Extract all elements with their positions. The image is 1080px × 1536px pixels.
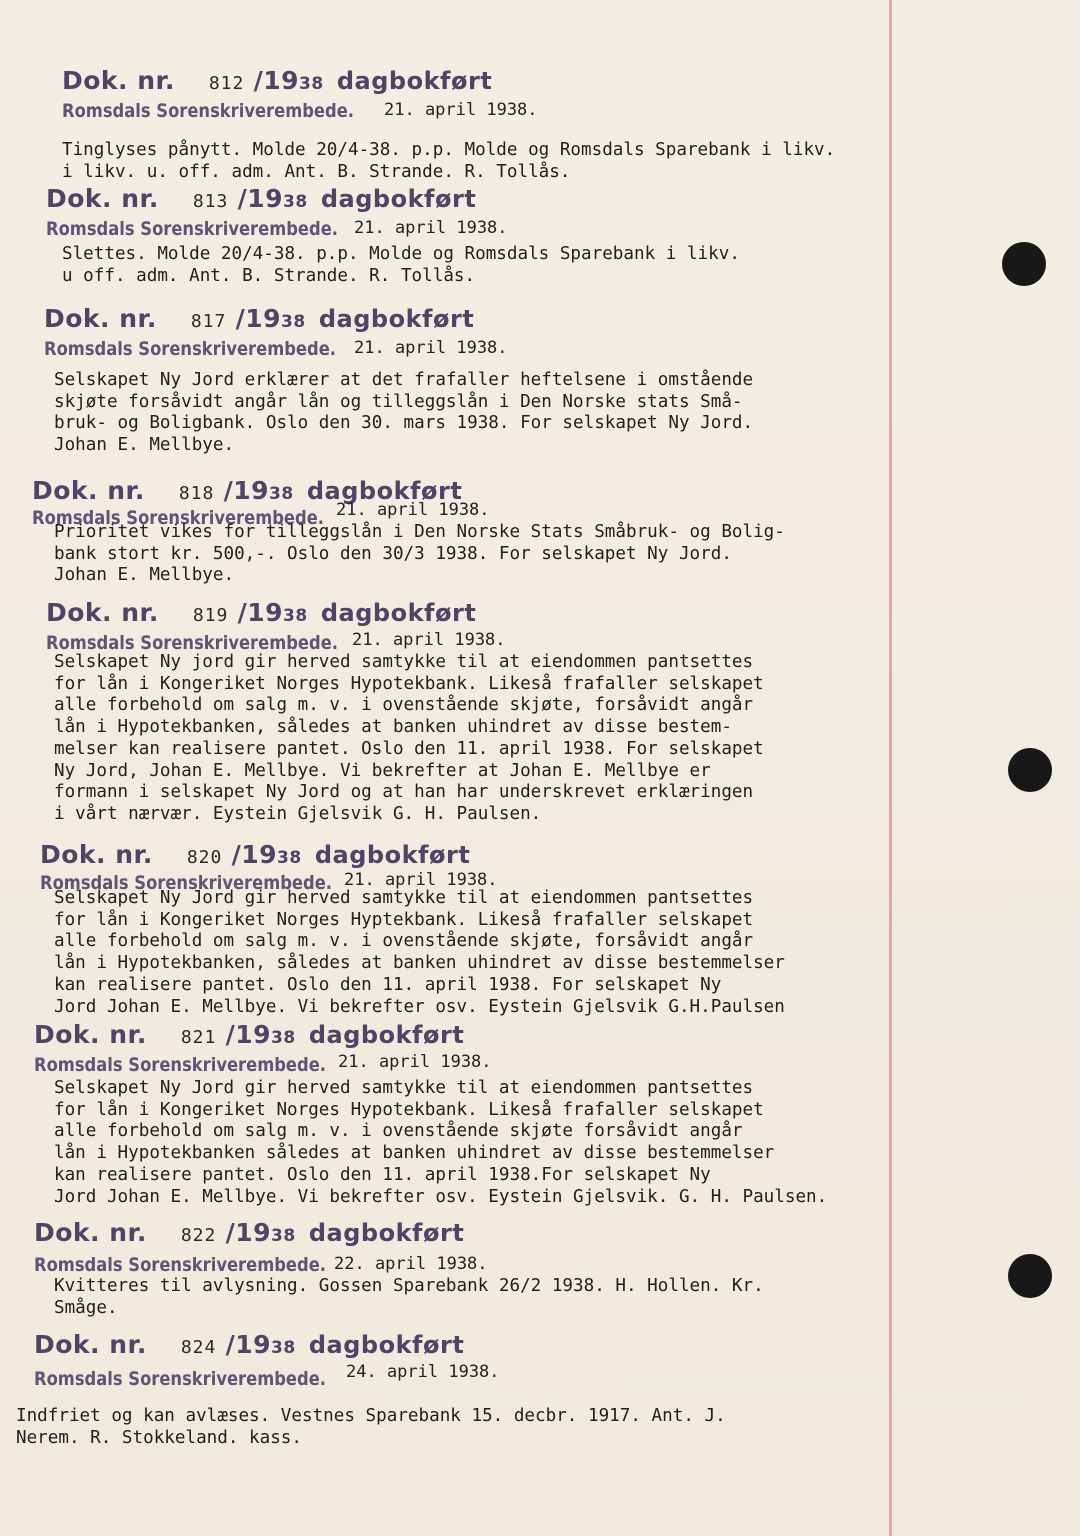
doc-number: 820 — [186, 847, 223, 868]
doc-number-stamp: Dok. nr. 822 /1938 dagbokført — [34, 1218, 465, 1247]
doc-number: 818 — [178, 483, 215, 504]
doc-number-stamp: Dok. nr. 813 /1938 dagbokført — [46, 184, 477, 213]
office-stamp: Romsdals Sorenskriverembede. — [46, 218, 338, 240]
doc-number-stamp: Dok. nr. 820 /1938 dagbokført — [40, 840, 471, 869]
doc-number: 822 — [180, 1225, 217, 1246]
doc-number-stamp: Dok. nr. 817 /1938 dagbokført — [44, 304, 475, 333]
office-stamp: Romsdals Sorenskriverembede. — [34, 1054, 326, 1076]
doc-number-stamp: Dok. nr. 824 /1938 dagbokført — [34, 1330, 465, 1359]
doc-number-stamp: Dok. nr. 818 /1938 dagbokført — [32, 476, 463, 505]
doc-number: 819 — [192, 605, 229, 626]
doc-number: 812 — [208, 73, 245, 94]
entry-date: 21. april 1938. — [336, 500, 490, 520]
doc-number: 821 — [180, 1027, 217, 1048]
margin-rule — [889, 0, 892, 1536]
entry-text: Prioritet vikes for tilleggslån i Den Norske Stats Småbruk- og Bolig- bank stort kr. 500,-. Oslo den 30/3 1938. For selskapet Ny Jord. Johan E. Mellbye. — [54, 522, 785, 586]
entry-date: 21. april 1938. — [338, 1052, 492, 1072]
entry-text: Tinglyses pånytt. Molde 20/4-38. p.p. Molde og Romsdals Sparebank i likv. i likv. u. off. adm. Ant. B. Strande. R. Tollås. — [62, 140, 836, 182]
entry-date: 21. april 1938. — [352, 630, 506, 650]
doc-number: 824 — [180, 1337, 217, 1358]
office-stamp: Romsdals Sorenskriverembede. — [44, 338, 336, 360]
doc-number-stamp: Dok. nr. 812 /1938 dagbokført — [62, 66, 493, 95]
doc-number: 817 — [190, 311, 227, 332]
doc-number-stamp: Dok. nr. 819 /1938 dagbokført — [46, 598, 477, 627]
office-stamp: Romsdals Sorenskriverembede. — [34, 1368, 326, 1390]
office-stamp: Romsdals Sorenskriverembede. — [40, 872, 332, 894]
entry-date: 22. april 1938. — [334, 1254, 488, 1274]
entry-text: Indfriet og kan avlæses. Vestnes Sparebank 15. decbr. 1917. Ant. J. Nerem. R. Stokkeland. kass. — [16, 1406, 726, 1448]
punch-hole — [1008, 1254, 1052, 1298]
doc-number: 813 — [192, 191, 229, 212]
office-stamp: Romsdals Sorenskriverembede. — [32, 507, 324, 529]
office-stamp: Romsdals Sorenskriverembede. — [34, 1254, 326, 1276]
entry-text: Slettes. Molde 20/4-38. p.p. Molde og Romsdals Sparebank i likv. u off. adm. Ant. B. Strande. R. Tollås. — [62, 244, 740, 286]
entry-date: 24. april 1938. — [346, 1362, 500, 1382]
entry-date: 21. april 1938. — [354, 218, 508, 238]
entry-text: Selskapet Ny jord gir herved samtykke til at eiendommen pantsettes for lån i Kongeriket Norges Hypotekbank. Likeså frafaller selskapet alle forbehold om salg m. v. i ovenstående skjøte, forsåvidt angår lån i Hypotekbanken, således at banken uhindret av disse bestem- melser kan realisere pantet. Oslo den 11. april 1938. For selskapet Ny Jord, Johan E. Mellbye. Vi bekrefter at Johan E. Mellbye er formann i selskapet Ny Jord og at han har underskrevet erklæringen i vårt nærvær. Eystein Gjelsvik G. H. Paulsen. — [54, 652, 764, 824]
entry-text: Selskapet Ny Jord gir herved samtykke til at eiendommen pantsettes for lån i Kongeriket Norges Hyptekbank. Likeså frafaller selskapet alle forbehold om salg m. v. i ovenstående skjøte, forsåvidt angår lån i Hypotekbanken, således at banken uhindret av disse bestemmelser kan realisere pantet. Oslo den 11. april 1938. For selskapet Ny Jord Johan E. Mellbye. Vi bekrefter osv. Eystein Gjelsvik G.H.Paulsen — [54, 888, 785, 1017]
entry-text: Kvitteres til avlysning. Gossen Sparebank 26/2 1938. H. Hollen. Kr. Småge. — [54, 1276, 764, 1318]
entry-date: 21. april 1938. — [354, 338, 508, 358]
office-stamp: Romsdals Sorenskriverembede. — [46, 632, 338, 654]
punch-hole — [1008, 748, 1052, 792]
entry-date: 21. april 1938. — [344, 870, 498, 890]
entry-date: 21. april 1938. — [384, 100, 538, 120]
doc-number-stamp: Dok. nr. 821 /1938 dagbokført — [34, 1020, 465, 1049]
office-stamp: Romsdals Sorenskriverembede. — [62, 100, 354, 122]
punch-hole — [1002, 242, 1046, 286]
entry-text: Selskapet Ny Jord erklærer at det frafaller heftelsene i omstående skjøte forsåvidt angår lån og tilleggslån i Den Norske stats Små- bruk- og Boligbank. Oslo den 30. mars 1938. For selskapet Ny Jord. Johan E. Mellbye. — [54, 370, 754, 456]
entry-text: Selskapet Ny Jord gir herved samtykke til at eiendommen pantsettes for lån i Kongeriket Norges Hypotekbank. Likeså frafaller selskapet alle forbehold om salg m. v. i ovenstående skjøte forsåvidt angår lån i Hypotekbanken således at banken uhindret av disse bestemmelser kan realisere pantet. Oslo den 11. april 1938.For selskapet Ny Jord Johan E. Mellbye. Vi bekrefter osv. Eystein Gjelsvik. G. H. Paulsen. — [54, 1078, 828, 1207]
